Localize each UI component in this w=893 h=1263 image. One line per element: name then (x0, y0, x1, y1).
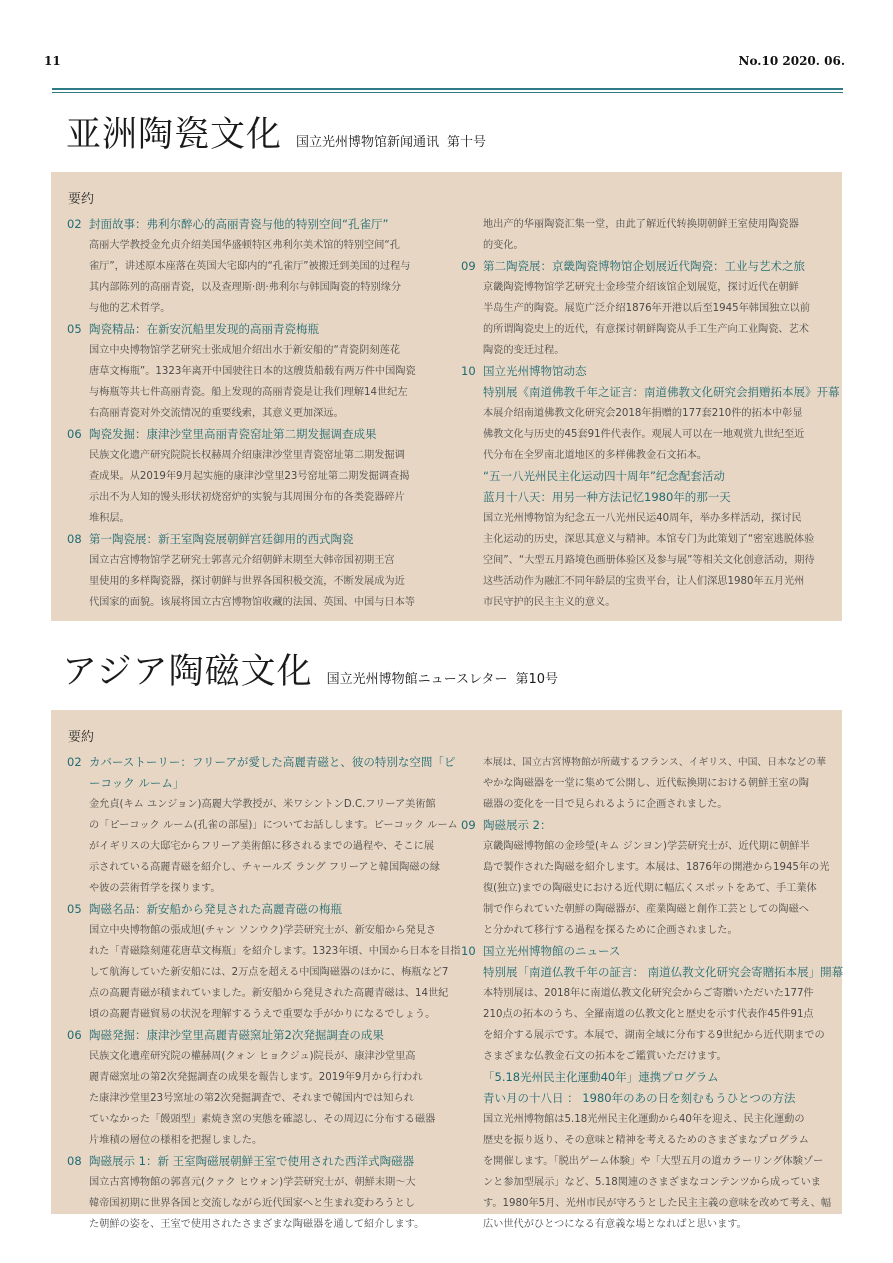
summary-item (461, 256, 829, 361)
ja-subtitle: 国立光州博物館ニュースレター 第10号 (326, 672, 558, 687)
item-text-line: 本展介绍南道佛教文化研究会2018年捐赠的177套210件的拓本中彰显 (483, 408, 803, 419)
item-text-line: 復(独立)までの陶磁史における近代期に幅広くスポットをあて、手工業体 (483, 883, 817, 894)
item-text-line: 民族文化遺産研究院の權赫周(クォン ヒョクジュ)院長が、康津沙堂里高 (89, 1051, 416, 1062)
item-text-line: 歴史を振り返り、その意味と精神を考えるためのさまざまなプログラム (483, 1135, 809, 1146)
item-text-line: た朝鮮の姿を、王室で使用されたさまざまな陶磁器を通して紹介します。 (89, 1219, 425, 1230)
item-text-line: 右高丽青瓷对外交流情况的重要线索，其意义更加深远。 (89, 408, 344, 419)
item-text-line: 代国家的面貌。该展将国立古宫博物馆收藏的法国、英国、中国与日本等 (89, 597, 415, 608)
item-heading: 国立光州博物馆动态 (483, 364, 587, 378)
item-text-line: 空间”、“大型五月路境色画册体验区及参与展”等相关文化创意活动，期待 (483, 555, 815, 566)
ja-left-column (67, 752, 461, 1235)
item-page-number: 05 (67, 322, 82, 336)
continued-line: やかな陶磁器を一堂に集めて公開し、近代転換期における朝鮮王室の陶 (483, 778, 809, 789)
item-heading: 第一陶瓷展：新王室陶瓷展朝鲜宫廷御用的西式陶瓷 (89, 532, 354, 546)
item-body (89, 899, 460, 1025)
item-text-line: して航海していた新安船には、2万点を超える中国陶磁器のほかに、梅瓶など7 (89, 967, 449, 978)
item-text-line: 片堆積の層位の様相を把握しました。 (89, 1135, 263, 1146)
item-text-line: を開催します。「脱出ゲーム体験」や「大型五月の道カラーリング体験ゾー (483, 1156, 824, 1167)
zh-title: 亚洲陶瓷文化 (66, 115, 283, 155)
zh-right-column (461, 214, 840, 613)
item-text-line: 金允貞(キム ユンジョン)高麗大学教授が、米ワシントンD.C.フリーア美術館 (89, 799, 436, 810)
continued-text (461, 214, 829, 256)
item-page-number: 02 (67, 217, 82, 231)
item-text-line: 堆积层。 (89, 513, 130, 524)
item-text-line: 国立古宮博物館の郭喜元(クァク ヒウォン)学芸研究士が、朝鮮末期～大 (89, 1177, 416, 1188)
item-text-line: 唐草文梅瓶”。1323年离开中国驶往日本的这艘货船载有两万件中国陶瓷 (89, 366, 416, 377)
item-text-line: れた「青磁陰刻蓮花唐草文梅瓶」を紹介します。1323年頃、中国から日本を目指 (89, 946, 461, 957)
header-rule-thin (52, 92, 843, 93)
item-text-line: 民族文化遗产研究院院长权赫周介绍康津沙堂里青瓷窑址第二期发掘调 (89, 450, 405, 461)
item-text-line: と分かれて移行する過程を探るために企画されました。 (483, 925, 738, 936)
summary-item (67, 1151, 439, 1235)
item-heading: 陶磁展示 2： (483, 818, 552, 832)
item-text-line: 広い世代がひとつになる有意義な場となればと思います。 (483, 1219, 747, 1230)
item-body (483, 361, 840, 613)
item-text-line: ていなかった「饅頭型」素焼き窯の実態を確認し、その周辺に分布する磁器 (89, 1114, 436, 1125)
item-text-line: 京畿陶磁博物館の金珍瑩(キム ジンヨン)学芸研究士が、近代期に朝鮮半 (483, 841, 810, 852)
page-number: 11 (44, 54, 61, 68)
summary-item (67, 529, 439, 613)
zh-summary-label: 要约 (68, 192, 95, 207)
item-text-line: や彼の芸術哲学を探ります。 (89, 883, 221, 894)
item-text-line: 的所谓陶瓷史上的近代，有意探讨朝鲜陶瓷从手工生产向工业陶瓷、艺术 (483, 324, 809, 335)
summary-item (461, 941, 844, 1235)
item-text-line: 制で作られていた朝鮮の陶磁器が、産業陶磁と創作工芸としての陶磁へ (483, 904, 809, 915)
item-text-line: 島で製作された陶磁を紹介します。本展は、1876年の開港から1945年の光 (483, 862, 830, 873)
item-page-number: 06 (67, 427, 82, 441)
item-text-line: 本特別展は、2018年に南道仏教文化研究会からご寄贈いただいた177件 (483, 988, 814, 999)
item-text-line: 与他的艺术哲学。 (89, 303, 171, 314)
item-text-line: 示されている高麗青磁を紹介し、チャールズ ラング フリーアと韓国陶磁の縁 (89, 862, 440, 873)
item-heading: 第二陶瓷展：京畿陶瓷博物馆企划展近代陶瓷：工业与艺术之旅 (483, 259, 805, 273)
item-heading: 陶磁展示 1：新 王室陶磁展朝鮮王室で使用された西洋式陶磁器 (89, 1154, 415, 1168)
continued-line: 本展は、国立古宮博物館が所蔵するフランス、イギリス、中国、日本などの華 (483, 757, 826, 768)
item-body (89, 1151, 439, 1235)
continued-line: 磁器の変化を一目で見られるように企画されました。 (483, 799, 728, 810)
item-heading: 封面故事：弗利尔醉心的高丽青瓷与他的特别空间“孔雀厅” (89, 217, 389, 231)
item-body (89, 529, 439, 613)
zh-header (66, 115, 487, 155)
item-heading: 特別展「南道仏教千年の証言： 南道仏教文化研究会寄贈拓本展」開幕 (483, 965, 844, 979)
item-text-line: の「ピーコック ルーム(孔雀の部屋)」についてお話しします。ピーコック ルーム (89, 820, 458, 831)
item-text-line: 其内部陈列的高丽青瓷，以及查理斯·朗·弗利尔与韩国陶瓷的特别缘分 (89, 282, 402, 293)
item-heading: 特别展《南道佛教千年之证言：南道佛教文化研究会捐赠拓本展》开幕 (483, 385, 840, 399)
item-page-number: 10 (461, 944, 476, 958)
item-text-line: 点の高麗青磁が積まれていました。新安船から発見された高麗青磁は、14世紀 (89, 988, 449, 999)
item-body (89, 424, 439, 529)
item-text-line: 国立中央博物馆学艺研究士张成旭介绍出水于新安船的“青瓷阴刻莲花 (89, 345, 400, 356)
item-heading: 国立光州博物館のニュース (483, 944, 621, 958)
item-body (89, 214, 439, 319)
item-text-line: 市民守护的民主主义的意义。 (483, 597, 616, 608)
item-text-line: 210点の拓本のうち、全羅南道の仏教文化と歴史を示す代表作45件91点 (483, 1009, 814, 1020)
item-body (89, 319, 439, 424)
item-text-line: 半岛生产的陶瓷。展览广泛介绍1876年开港以后至1945年韩国独立以前 (483, 303, 810, 314)
summary-item (67, 214, 439, 319)
item-page-number: 08 (67, 532, 82, 546)
item-text-line: 示出不为人知的馒头形状初烧窑炉的实貌与其周围分布的各类瓷器碎片 (89, 492, 405, 503)
item-heading: 青い月の十八日 ： 1980年のあの日を刻むもうひとつの方法 (483, 1091, 796, 1105)
item-text-line: 国立古宫博物馆学艺研究士郭喜元介绍朝鲜末期至大韩帝国初期王宫 (89, 555, 395, 566)
item-text-line: 高丽大学教授金允贞介绍美国华盛顿特区弗利尔美术馆的特别空间“孔 (89, 240, 400, 251)
item-text-line: を紹介する展示です。本展で、湖南全域に分布する9世紀から近代期までの (483, 1030, 825, 1041)
item-text-line: 这些活动作为融汇不同年龄层的宝贵平台，让人们深思1980年五月光州 (483, 576, 805, 587)
item-page-number: 09 (461, 818, 476, 832)
item-text-line: 雀厅”，讲述原本座落在英国大宅邸内的“孔雀厅”被搬迁到美国的过程与 (89, 261, 411, 272)
item-text-line: 韓帝国初期に世界各国と交流しながら近代国家へと生まれ変わろうとし (89, 1198, 415, 1209)
continued-text (461, 752, 829, 815)
item-text-line: 佛教文化与历史的45套91件代表作。观展人可以在一地观赏九世纪至近 (483, 429, 805, 440)
zh-left-column (67, 214, 439, 613)
summary-item (67, 424, 439, 529)
summary-item (67, 319, 439, 424)
item-heading: ーコック ルーム」 (89, 776, 185, 790)
item-text-line: 代分布在全罗南北道地区的多样佛教金石文拓本。 (483, 450, 708, 461)
summary-item (67, 752, 458, 899)
item-text-line: がイギリスの大邸宅からフリーア美術館に移されるまでの過程や、そこに展 (89, 841, 435, 852)
item-text-line: 国立光州博物馆为纪念五一八光州民运40周年，举办多样活动，探讨民 (483, 513, 802, 524)
issue-label: No.10 2020. 06. (738, 54, 845, 68)
item-text-line: 主化运动的历史，深思其意义与精神。本馆专门为此策划了“密室逃脱体验 (483, 534, 815, 545)
ja-header (62, 652, 558, 692)
summary-item (461, 361, 840, 613)
item-text-line: 国立中央博物館の張成旭(チャン ソンウク)学芸研究士が、新安船から発見さ (89, 925, 437, 936)
item-body (483, 256, 829, 361)
item-heading: 「5.18光州民主化運動40年」連携プログラム (483, 1070, 719, 1084)
item-page-number: 10 (461, 364, 476, 378)
continued-line: 的变化。 (483, 240, 524, 251)
item-heading: カバーストーリー：フリーアが愛した高麗青磁と、彼の特別な空間「ピ (89, 755, 456, 769)
item-heading: 陶瓷精品：在新安沉船里发现的高丽青瓷梅瓶 (89, 322, 319, 336)
item-body (89, 1025, 439, 1151)
ja-title: アジア陶磁文化 (62, 652, 313, 692)
ja-summary-label: 要約 (68, 730, 95, 745)
item-page-number: 05 (67, 902, 82, 916)
item-body (89, 752, 458, 899)
item-page-number: 09 (461, 259, 476, 273)
item-text-line: ンと参加型展示」など、5.18関連のさまざまなコンテンツから成っていま (483, 1177, 821, 1188)
item-text-line: 与梅瓶等共七件高丽青瓷。船上发现的高丽青瓷是让我们理解14世纪左 (89, 387, 408, 398)
item-text-line: 頃の高麗青磁貿易の状況を理解するうえで重要な手がかりになるでしょう。 (89, 1009, 436, 1020)
item-text-line: 国立光州博物館は5.18光州民主化運動から40年を迎え、民主化運動の (483, 1114, 805, 1125)
item-text-line: 查成果。从2019年9月起实施的康津沙堂里23号窑址第二期发掘调查揭 (89, 471, 410, 482)
item-text-line: た康津沙堂里23号窯址の第2次発掘調査で、それまで韓国内では知られ (89, 1093, 414, 1104)
item-heading: 蓝月十八天：用另一种方法记忆1980年的那一天 (483, 490, 731, 504)
item-heading: “五一八光州民主化运动四十周年”纪念配套活动 (483, 469, 725, 483)
item-text-line: す。1980年5月、光州市民が守ろうとした民主主義の意味を改めて考え、幅 (483, 1198, 832, 1209)
header-rule (52, 88, 843, 90)
item-body (483, 941, 843, 1235)
item-heading: 陶磁名品：新安船から発見された高麗青磁の梅瓶 (89, 902, 342, 916)
item-page-number: 02 (67, 755, 82, 769)
item-page-number: 08 (67, 1154, 82, 1168)
summary-item (67, 1025, 439, 1151)
ja-right-column (461, 752, 844, 1235)
item-text-line: 陶瓷的变迁过程。 (483, 345, 565, 356)
zh-subtitle: 国立光州博物馆新闻通讯 第十号 (296, 135, 487, 150)
summary-item (461, 815, 829, 941)
zh-summary-box (51, 172, 842, 621)
item-text-line: 里使用的多样陶瓷器，探讨朝鲜与世界各国积极交流，不断发展成为近 (89, 576, 405, 587)
item-text-line: 京畿陶瓷博物馆学艺研究士金珍莹介绍该馆企划展览，探讨近代在朝鲜 (483, 282, 799, 293)
item-heading: 陶瓷发掘：康津沙堂里高丽青瓷窑址第二期发掘调查成果 (89, 427, 377, 441)
summary-item (67, 899, 461, 1025)
item-page-number: 06 (67, 1028, 82, 1042)
continued-line: 地出产的华丽陶瓷汇集一堂，由此了解近代转换期朝鲜王室使用陶瓷器 (483, 219, 799, 230)
item-text-line: さまざまな仏教金石文の拓本をご鑑賞いただけます。 (483, 1051, 727, 1062)
item-text-line: 麗青磁窯址の第2次発掘調査の成果を報告します。2019年9月から行われ (89, 1072, 423, 1083)
item-body (483, 815, 829, 941)
item-heading: 陶磁発掘：康津沙堂里高麗青磁窯址第2次発掘調査の成果 (89, 1028, 384, 1042)
ja-summary-box (51, 710, 844, 1230)
